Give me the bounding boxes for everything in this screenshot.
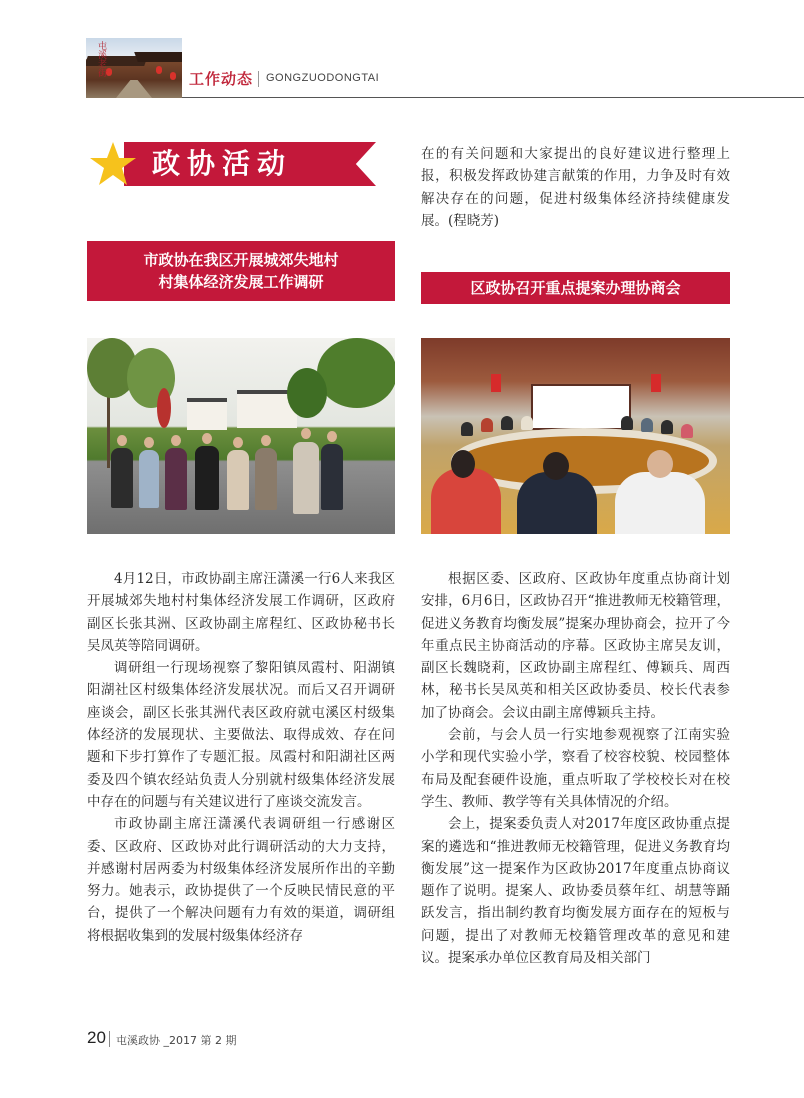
header-photo-sign: 屯溪老街: [96, 41, 106, 77]
article1-body: [87, 568, 395, 947]
inspection-photo: [87, 338, 395, 534]
section-title-pinyin: GONGZUODONGTAI: [266, 72, 380, 84]
header-street-photo: [86, 38, 182, 98]
article1-headline-line2: 村集体经济发展工作调研: [158, 273, 324, 291]
publication-name: 屯溪政协 _2017 第 2 期: [116, 1034, 237, 1047]
header-rule: [182, 97, 804, 98]
article2-paragraph: 根据区委、区政府、区政协年度重点协商计划安排，6月6日，区政协召开“推进教师无校籍管理，促进义务教育均衡发展”提案办理协商会，拉开了今年重点民主协商活动的序幕。区政协主席吴友训，副区长魏晓莉，区政协副主席程红、傅颖兵、周西林，秘书长吴凤英和相关区政协委员、校长代表参加了协商会。会议由副主席傅颖兵主持。: [421, 571, 730, 721]
banner-title: 政协活动: [152, 147, 293, 180]
article1-continued-text: 在的有关问题和大家提出的良好建议进行整理上报，积极发挥政协建言献策的作用，力争及时有效解决存在的问题，促进村级集体经济持续健康发展。(程晓芳): [421, 146, 730, 229]
article1-headline: [87, 241, 395, 301]
article2-paragraph: 会上，提案委负责人对2017年度区政协重点提案的遴选和“推进教师无校籍管理，促进义务教育均衡发展”这一提案作为区政协2017年度重点协商议题作了说明。提案人、政协委员蔡年红、胡慧等踊跃发言，指出制约教育均衡发展方面存在的短板与问题，提出了对教师无校籍管理改革的意见和建议。提案承办单位区教育局及相关部门: [421, 816, 730, 967]
footer-divider: [109, 1031, 110, 1047]
article1-headline-line1: 市政协在我区开展城郊失地村: [143, 251, 339, 269]
article1-paragraph: 调研组一行现场视察了黎阳镇凤霞村、阳湖镇阳湖社区村级集体经济发展状况。而后又召开调研座谈会，副区长张其洲代表区政府就屯溪区村级集体经济的发展现状、主要做法、取得成效、存在问题和下步打算作了专题汇报。凤霞村和阳湖社区两委及四个镇农经站负责人分别就村级集体经济发展中存在的问题与有关建议进行了座谈交流发言。: [87, 660, 395, 810]
article1-continuation: [421, 143, 730, 232]
page-number: 20: [87, 1028, 106, 1047]
article2-headline: 区政协召开重点提案办理协商会: [421, 272, 730, 304]
article2-body: [421, 568, 730, 969]
star-icon: [88, 140, 138, 190]
article2-paragraph: 会前，与会人员一行实地参观视察了江南实验小学和现代实验小学，察看了校容校貌、校园整体布局及配套硬件设施，重点听取了学校校长对在校学生、教师、教学等有关具体情况的介绍。: [421, 727, 730, 810]
meeting-photo: [421, 338, 730, 534]
article1-paragraph: 市政协副主席汪潇溪代表调研组一行感谢区委、区政府、区政协对此行调研活动的大力支持，并感谢村居两委为村级集体经济发展所作出的辛勤努力。她表示，政协提供了一个反映民情民意的平台，提供了一个解决问题有力有效的渠道，调研组将根据收集到的发展村级集体经济存: [87, 816, 395, 944]
section-divider: [258, 71, 259, 87]
article1-paragraph: 4月12日，市政协副主席汪潇溪一行6人来我区开展城郊失地村村集体经济发展工作调研，区政府副区长张其洲、区政协副主席程红、区政协秘书长吴凤英等陪同调研。: [87, 571, 395, 654]
section-title: 工作动态: [189, 70, 254, 88]
